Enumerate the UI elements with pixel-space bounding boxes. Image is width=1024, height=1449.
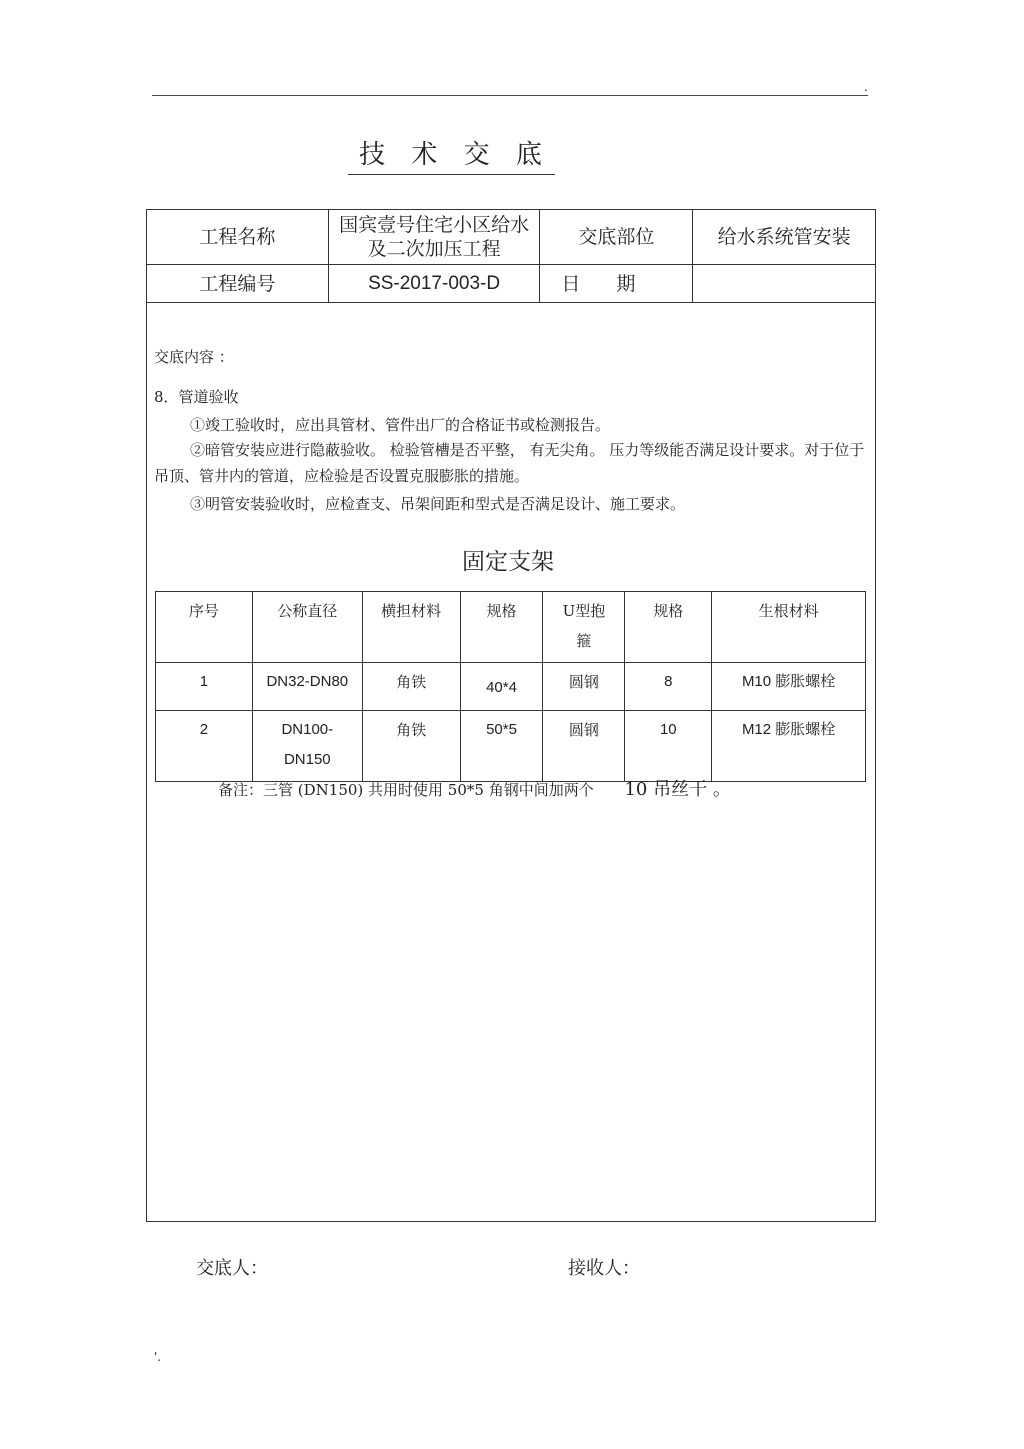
project-name-value: 国宾壹号住宅小区给水及二次加压工程 <box>328 210 540 265</box>
header-spec-1: 规格 <box>460 592 543 663</box>
document-title: 技 术 交 底 <box>348 138 555 175</box>
project-no-value: SS-2017-003-D <box>328 265 540 303</box>
content-item-3: ③明管安装验收时，应检查支、吊架间距和型式是否满足设计、施工要求。 <box>190 495 686 513</box>
header-u-clamp: U型抱箍 <box>543 592 625 663</box>
header-nominal-diameter: 公称直径 <box>252 592 362 663</box>
section-heading: 8．管道验收 <box>154 388 239 406</box>
cell-anchor: M12 膨胀螺栓 <box>712 711 866 782</box>
header-spec-2: 规格 <box>625 592 712 663</box>
header-anchor-material: 生根材料 <box>712 592 866 663</box>
header-rule <box>152 95 868 96</box>
project-info-table <box>146 209 876 303</box>
note-text: 备注：三管 (DN150) 共用时使用 50*5 角钢中间加两个 <box>218 781 594 799</box>
info-row-number <box>147 265 876 303</box>
cell-index: 1 <box>156 663 253 711</box>
note-text-tail: 10 吊丝干 。 <box>624 779 731 800</box>
header-index: 序号 <box>156 592 253 663</box>
content-item-2: ②暗管安装应进行隐蔽验收。 检验管槽是否平整， 有无尖角。 压力等级能否满足设计要求。对于位于吊顶、管井内的管道，应检验是否设置克服膨胀的措施。 <box>154 441 865 485</box>
table-note <box>218 778 731 802</box>
date-label: 日期 <box>540 265 693 303</box>
cell-spec-1: 40*4 <box>460 663 543 711</box>
date-value <box>693 265 876 303</box>
cell-clamp: 圆钢 <box>543 711 625 782</box>
receiver-label: 接收人： <box>568 1258 640 1279</box>
cell-diameter: DN32-DN80 <box>252 663 362 711</box>
support-spec-table <box>155 591 866 782</box>
cell-spec-2: 8 <box>625 663 712 711</box>
cell-crossarm: 角铁 <box>362 663 460 711</box>
project-no-label: 工程编号 <box>147 265 329 303</box>
cell-diameter: DN100-DN150 <box>252 711 362 782</box>
cell-anchor: M10 膨胀螺栓 <box>712 663 866 711</box>
cell-spec-2: 10 <box>625 711 712 782</box>
table-row <box>156 663 866 711</box>
location-label: 交底部位 <box>540 210 693 265</box>
corner-mark: . <box>864 80 868 94</box>
info-row-name <box>147 210 876 265</box>
discloser-label: 交底人： <box>196 1258 268 1279</box>
footer-mark: '. <box>154 1350 162 1364</box>
cell-index: 2 <box>156 711 253 782</box>
content-intro: 交底内容 ： <box>154 348 234 366</box>
project-name-label: 工程名称 <box>147 210 329 265</box>
content-item-1: ①竣工验收时，应出具管材、管件出厂的合格证书或检测报告。 <box>190 416 611 434</box>
cell-crossarm: 角铁 <box>362 711 460 782</box>
cell-spec-1: 50*5 <box>460 711 543 782</box>
header-crossarm-material: 横担材料 <box>362 592 460 663</box>
spec-header-row <box>156 592 866 663</box>
cell-clamp: 圆钢 <box>543 663 625 711</box>
spec-table-title: 固定支架 <box>462 549 554 575</box>
location-value: 给水系统管安装 <box>693 210 876 265</box>
table-row <box>156 711 866 782</box>
